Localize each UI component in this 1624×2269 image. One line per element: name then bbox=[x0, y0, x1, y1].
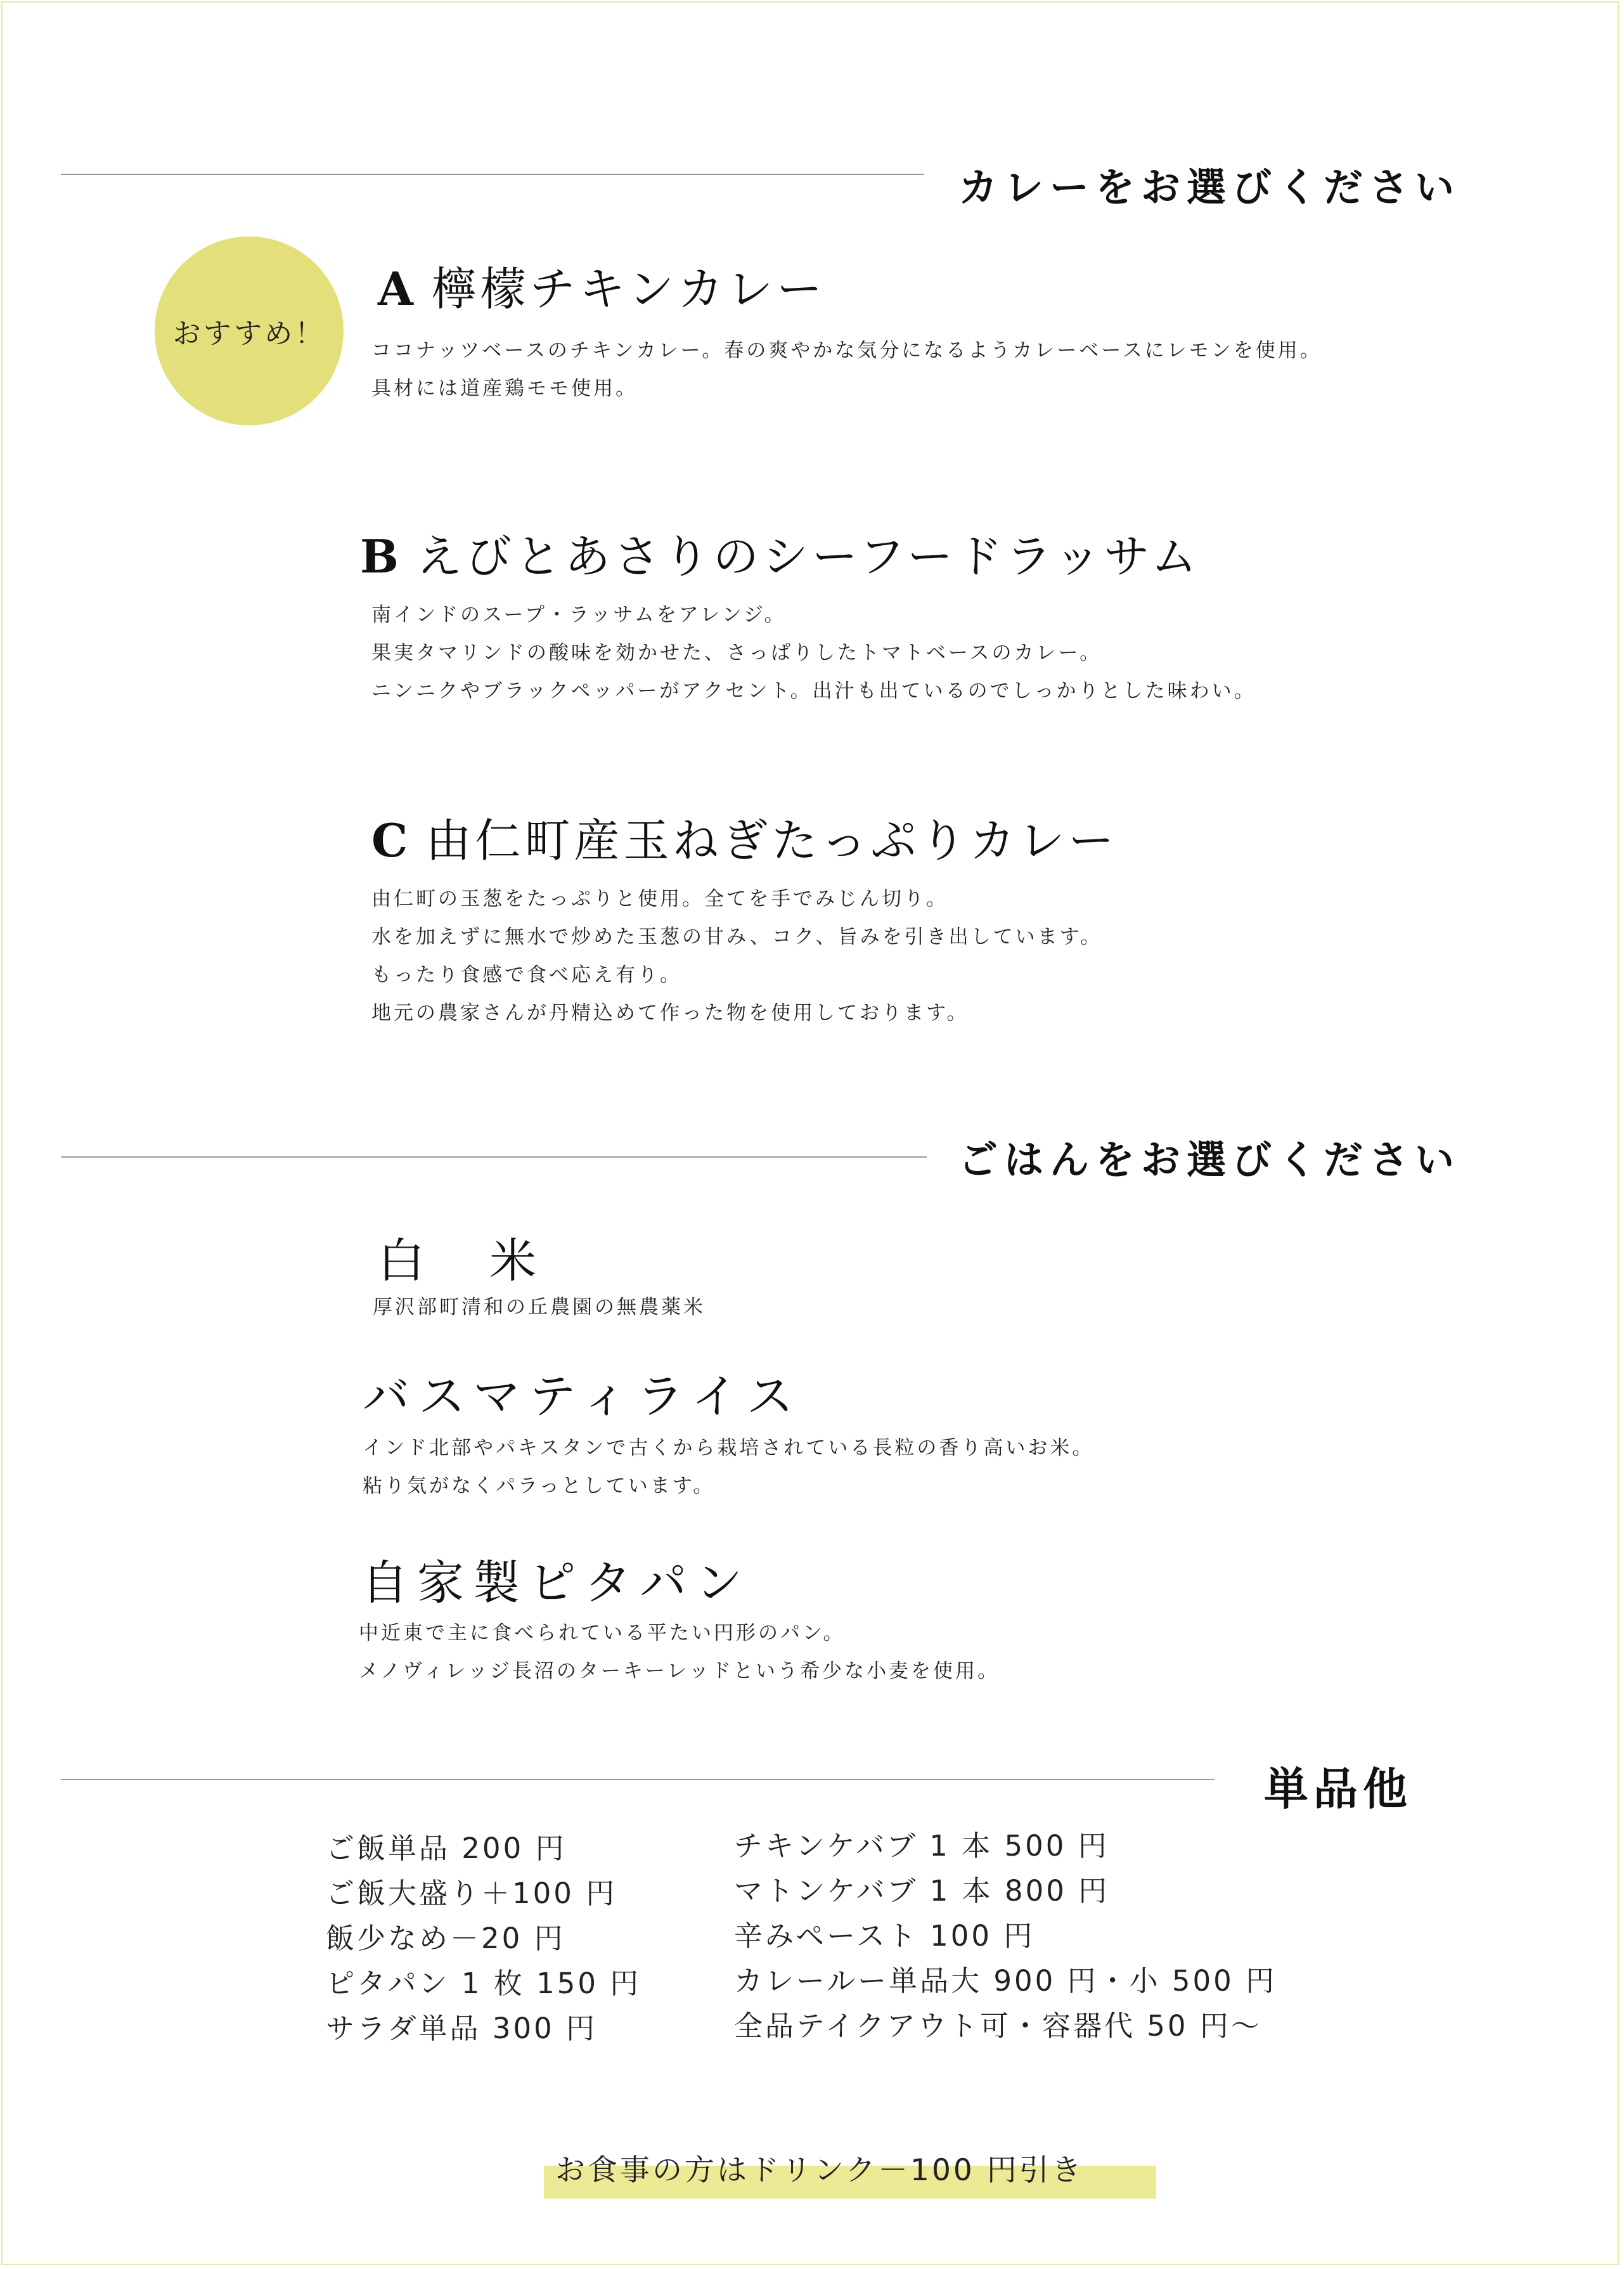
curry-item-a-letter: A bbox=[378, 262, 417, 316]
list-item: サラダ単品 300 円 bbox=[326, 2012, 598, 2045]
rice-item-basmati-description bbox=[363, 1429, 1094, 1505]
rice-item-pita-title: 自家製ピタパン bbox=[361, 1556, 752, 1610]
description-line: 粘り気がなくパラっとしています。 bbox=[363, 1475, 716, 1497]
recommended-badge-label: おすすめ！ bbox=[172, 318, 326, 350]
description-line: 厚沢部町清和の丘農園の無農薬米 bbox=[373, 1296, 706, 1319]
description-line: ニンニクやブラックペッパーがアクセント。出汁も出ているのでしっかりとした味わい。 bbox=[371, 680, 1256, 702]
curry-item-b-name: えびとあさりのシーフードラッサム bbox=[416, 530, 1201, 583]
description-line: 中近東で主に食べられている平たい円形のパン。 bbox=[359, 1622, 846, 1645]
curry-section-heading: カレーをお選びください bbox=[958, 164, 1461, 210]
list-item: 辛みペースト 100 円 bbox=[734, 1919, 1035, 1953]
rice-item-basmati-title: バスマティライス bbox=[363, 1369, 802, 1424]
description-line: 由仁町の玉葱をたっぷりと使用。全てを手でみじん切り。 bbox=[371, 888, 948, 910]
rice-item-white-rice-title: 白 米 bbox=[378, 1234, 545, 1288]
others-right-list bbox=[734, 1823, 1277, 2048]
description-line: メノヴィレッジ長沼のターキーレッドという希少な小麦を使用。 bbox=[359, 1660, 1000, 1683]
curry-item-b-title bbox=[360, 520, 1201, 586]
curry-item-c-title bbox=[371, 804, 1118, 870]
list-item: カレールー単品大 900 円・小 500 円 bbox=[734, 1964, 1277, 1998]
curry-item-a-title bbox=[378, 252, 826, 318]
curry-item-c-name: 由仁町産玉ねぎたっぷりカレー bbox=[425, 814, 1118, 867]
curry-item-c-description bbox=[371, 880, 1102, 1032]
rice-item-pita-description bbox=[359, 1614, 1000, 1690]
rice-section-rule bbox=[61, 1156, 927, 1158]
others-left-list bbox=[326, 1826, 641, 2051]
description-line: もったり食感で食べ応え有り。 bbox=[371, 964, 682, 986]
curry-item-c-letter: C bbox=[371, 813, 412, 867]
description-line: 具材には道産鶏モモ使用。 bbox=[371, 377, 638, 400]
description-line: 果実タマリンドの酸味を効かせた、さっぱりしたトマトベースのカレー。 bbox=[371, 642, 1102, 664]
list-item: ピタパン 1 枚 150 円 bbox=[326, 1967, 641, 2000]
description-line: インド北部やパキスタンで古くから栽培されている長粒の香り高いお米。 bbox=[363, 1437, 1095, 1459]
recommended-badge bbox=[155, 236, 344, 425]
rice-item-white-rice-description bbox=[373, 1288, 706, 1326]
list-item: ご飯単品 200 円 bbox=[326, 1832, 567, 1865]
list-item: ご飯大盛り＋100 円 bbox=[326, 1877, 617, 1910]
description-line: 地元の農家さんが丹精込めて作った物を使用しております。 bbox=[371, 1002, 969, 1025]
drink-discount-note bbox=[544, 2149, 1156, 2199]
list-item: チキンケバブ 1 本 500 円 bbox=[734, 1829, 1109, 1863]
curry-item-b-description bbox=[371, 596, 1256, 710]
others-section-rule bbox=[61, 1779, 1215, 1780]
curry-item-a-name: 檸檬チキンカレー bbox=[430, 262, 827, 316]
description-line: 水を加えずに無水で炒めた玉葱の甘み、コク、旨みを引き出しています。 bbox=[371, 926, 1103, 948]
description-line: 南インドのスープ・ラッサムをアレンジ。 bbox=[371, 604, 787, 626]
description-line: ココナッツベースのチキンカレー。春の爽やかな気分になるようカレーベースにレモンを使用。 bbox=[371, 339, 1322, 362]
list-item: マトンケバブ 1 本 800 円 bbox=[734, 1874, 1110, 1908]
rice-section-heading: ごはんをお選びください bbox=[958, 1137, 1461, 1183]
drink-discount-text: お食事の方はドリンク－100 円引き bbox=[555, 2153, 1084, 2188]
list-item: 飯少なめ－20 円 bbox=[326, 1922, 565, 1955]
curry-item-a-description bbox=[371, 332, 1322, 408]
curry-item-b-letter: B bbox=[360, 529, 403, 583]
curry-section-rule bbox=[61, 174, 924, 175]
list-item: 全品テイクアウト可・容器代 50 円～ bbox=[734, 2009, 1262, 2043]
others-section-heading: 単品他 bbox=[1264, 1762, 1412, 1815]
